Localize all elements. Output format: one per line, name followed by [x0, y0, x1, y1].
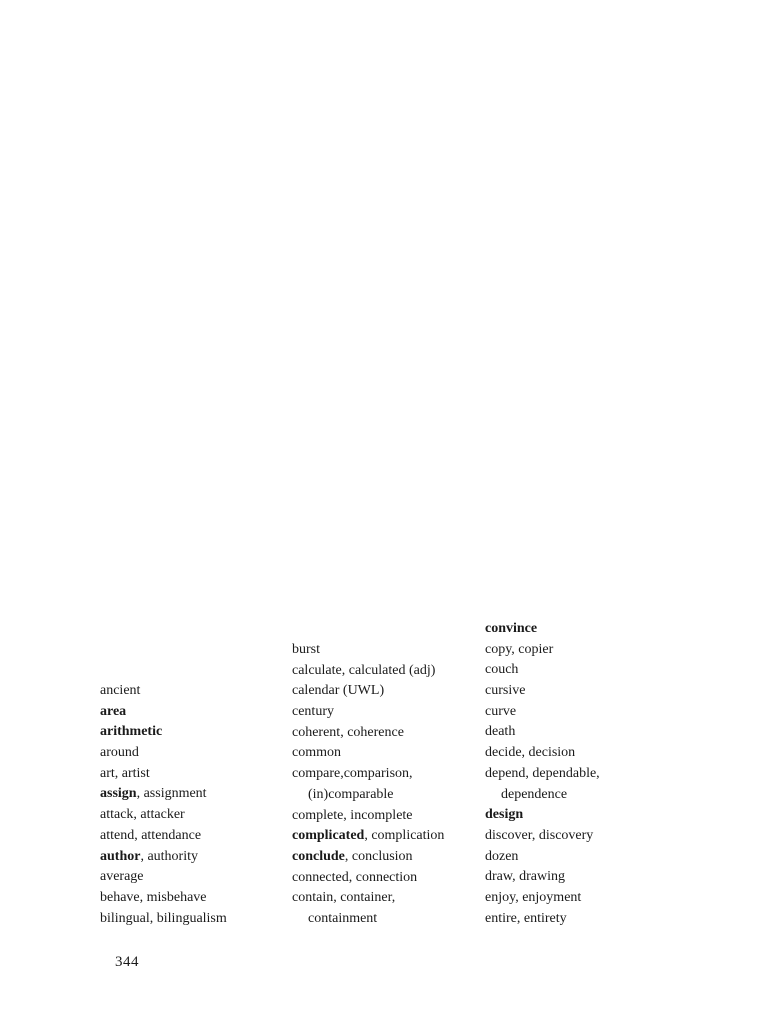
word-entry: [100, 764, 227, 785]
word-entry-text: attend, attendance: [100, 827, 202, 843]
word-entry-text: death: [485, 724, 516, 740]
word-entry-text: draw, drawing: [485, 869, 565, 885]
word-entry: [292, 764, 444, 785]
word-entry-text: , authority: [140, 848, 198, 864]
word-entry: [485, 722, 600, 743]
word-entry: [485, 702, 600, 723]
page-number: 344: [115, 954, 139, 970]
word-entry-text: bilingual, bilingualism: [100, 910, 227, 926]
word-entry-text: decide, decision: [485, 745, 576, 761]
word-entry: [485, 743, 600, 764]
word-entry-text: curve: [485, 703, 517, 719]
word-entry-text: copy, copier: [485, 641, 554, 657]
word-entry: [485, 867, 600, 888]
word-entry-text: burst: [292, 642, 320, 657]
word-entry-text: cursive: [485, 683, 526, 699]
word-entry-text: , assignment: [136, 786, 207, 802]
word-list-column-1: [100, 681, 227, 929]
word-entry: [485, 785, 600, 806]
word-entry-headword: assign: [100, 786, 137, 802]
word-entry: [292, 785, 444, 806]
word-entry-headword: arithmetic: [100, 724, 163, 740]
word-entry: [485, 826, 600, 847]
word-entry: [100, 722, 227, 743]
word-entry-text: century: [292, 704, 334, 720]
word-entry: [292, 806, 444, 827]
word-entry: [485, 660, 600, 681]
word-entry: [485, 805, 600, 826]
word-entry-text: average: [100, 869, 144, 885]
word-entry: [100, 909, 227, 930]
word-entry: [100, 888, 227, 909]
word-entry-text: calculate, calculated (adj): [292, 662, 436, 678]
word-entry: [100, 743, 227, 764]
word-entry-text: , conclusion: [344, 848, 413, 864]
word-list-column-2: [292, 640, 444, 930]
word-entry-headword: complicated: [292, 828, 365, 844]
word-entry: [292, 681, 444, 702]
word-entry-text: behave, misbehave: [100, 889, 207, 905]
word-entry-text: dozen: [485, 848, 519, 864]
word-entry-text: connected, connection: [292, 869, 418, 885]
word-entry-text: entire, entirety: [485, 910, 567, 926]
word-entry-text: dependence: [501, 786, 568, 802]
word-entry-text: complete, incomplete: [292, 807, 413, 823]
word-entry: [292, 868, 444, 889]
word-entry: [485, 888, 600, 909]
word-entry: [100, 681, 227, 702]
word-entry-text: compare,comparison,: [292, 766, 413, 782]
word-entry-text: , complication: [364, 828, 445, 844]
word-entry-text: depend, dependable,: [485, 765, 600, 781]
word-entry: [485, 681, 600, 702]
word-entry-headword: design: [485, 807, 524, 823]
word-entry-text: art, artist: [100, 765, 150, 781]
word-entry: [292, 723, 444, 744]
word-entry: [100, 702, 227, 723]
word-entry: [292, 909, 444, 930]
word-entry: [292, 847, 444, 868]
word-entry-text: ancient: [100, 683, 141, 698]
word-entry-text: contain, container,: [292, 890, 396, 906]
word-entry-text: calendar (UWL): [292, 683, 385, 699]
word-entry-text: attack, attacker: [100, 807, 185, 823]
word-entry: [100, 847, 227, 868]
word-entry: [485, 909, 600, 930]
word-entry-text: common: [292, 745, 341, 761]
word-entry: [100, 784, 227, 805]
word-list-column-3: [485, 619, 600, 929]
word-entry: [100, 867, 227, 888]
word-entry: [292, 888, 444, 909]
word-entry-text: enjoy, enjoyment: [485, 889, 582, 905]
word-entry: [292, 640, 444, 661]
word-entry-text: (in)comparable: [308, 786, 394, 802]
word-entry-headword: conclude: [292, 848, 345, 864]
word-entry-headword: convince: [485, 621, 538, 636]
word-entry: [292, 743, 444, 764]
word-entry: [100, 826, 227, 847]
word-entry-text: around: [100, 745, 139, 761]
word-entry: [485, 619, 600, 640]
word-entry-headword: author: [100, 848, 141, 864]
word-entry-headword: area: [100, 703, 127, 719]
word-entry-text: coherent, coherence: [292, 724, 404, 740]
word-entry: [292, 661, 444, 682]
word-entry: [485, 764, 600, 785]
word-entry-text: discover, discovery: [485, 827, 594, 843]
word-entry: [485, 847, 600, 868]
word-entry: [292, 702, 444, 723]
word-entry: [485, 640, 600, 661]
word-entry-text: containment: [308, 910, 378, 926]
word-entry-text: couch: [485, 662, 519, 678]
word-entry: [100, 805, 227, 826]
word-entry: [292, 826, 444, 847]
